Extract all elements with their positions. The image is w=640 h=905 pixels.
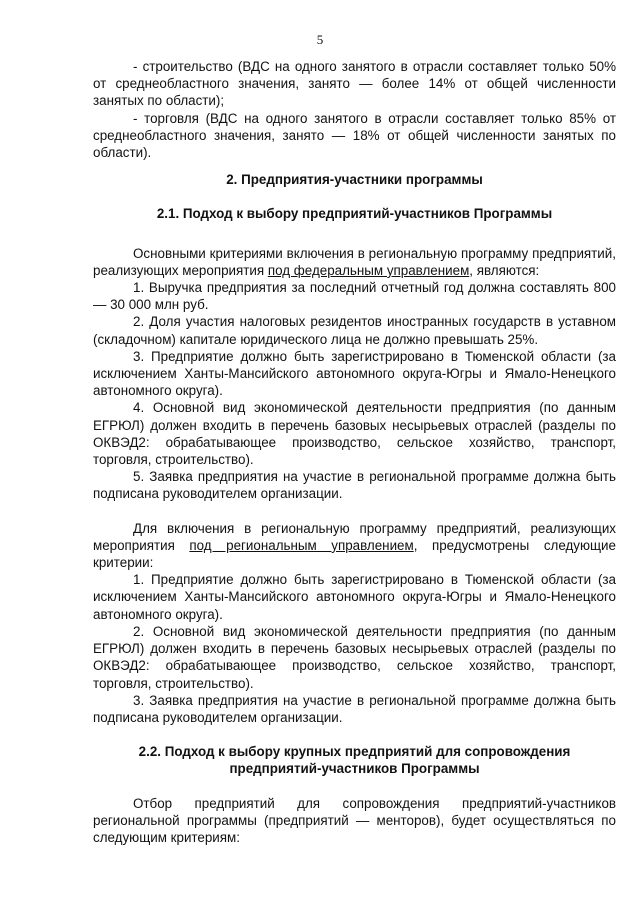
criteria-item: 3. Предприятие должно быть зарегистрировано в Тюменской области (за исключением Ханты-Мансийского автономного округа-Югры и Ямало-Ненецкого автономного округа). [93,348,616,399]
subsection-heading: 2.1. Подход к выбору предприятий-участников Программы [156,206,553,222]
list-item: - торговля (ВДС на одного занятого в отрасли составляет только 85% от среднеобластного значения, занято — 18% от общей численности занятых по области). [93,110,616,161]
criteria-item: 1. Выручка предприятия за последний отчетный год должна составлять 800 — 30 000 млн руб. [93,280,616,313]
document-body [93,58,616,846]
mentor-selection-text: Отбор предприятий для сопровождения предприятий-участников региональной программы (предприятий — менторов), будет осуществляться по следующим критериям: [93,795,616,845]
criteria-item: 5. Заявка предприятия на участие в региональной программе должна быть подписана руководителем организации. [93,469,616,502]
criteria-item: 1. Предприятие должно быть зарегистрировано в Тюменской области (за исключением Ханты-Мансийского автономного округа-Югры и Ямало-Ненецкого автономного округа). [93,572,616,622]
list-item: - строительство (ВДС на одного занятого в отрасли составляет только 50% от среднеобластного значения, занято — более 14% от общей численности занятых по области); [93,59,616,109]
regional-management-term: под региональным управлением [189,537,414,553]
federal-management-term: под федеральным управлением [267,262,470,278]
criteria-item: 4. Основной вид экономической деятельности предприятия (по данным ЕГРЮЛ) должен входить в перечень базовых несырьевых отраслей (разделы по ОКВЭД2: обрабатывающее производство, сельское хозяйство, транспорт, торговля, строительство). [93,400,616,468]
criteria-item: 3. Заявка предприятия на участие в региональной программе должна быть подписана руководителем организации. [93,692,616,725]
page-number: 5 [316,32,324,47]
criteria-item: 2. Доля участия налоговых резидентов иностранных государств в уставном (складочном) капитале юридического лица не должно превышать 25%. [93,314,616,347]
federal-criteria-intro: Основными критериями включения в региональную программу предприятий, реализующих мероприятия под федеральным управлением, являются: [93,245,616,278]
section-heading: 2. Предприятия-участники программы [226,172,483,188]
regional-criteria-intro: Для включения в региональную программу предприятий, реализующих мероприятия под региональным управлением, предусмотрены следующие критерии: [93,520,616,571]
criteria-item: 2. Основной вид экономической деятельности предприятия (по данным ЕГРЮЛ) должен входить в перечень базовых несырьевых отраслей (разделы по ОКВЭД2: обрабатывающее производство, сельское хозяйство, транспорт, торговля, строительство). [93,623,616,691]
subsection-heading: 2.2. Подход к выбору крупных предприятий для сопровождения предприятий-участников Программы [138,744,571,777]
